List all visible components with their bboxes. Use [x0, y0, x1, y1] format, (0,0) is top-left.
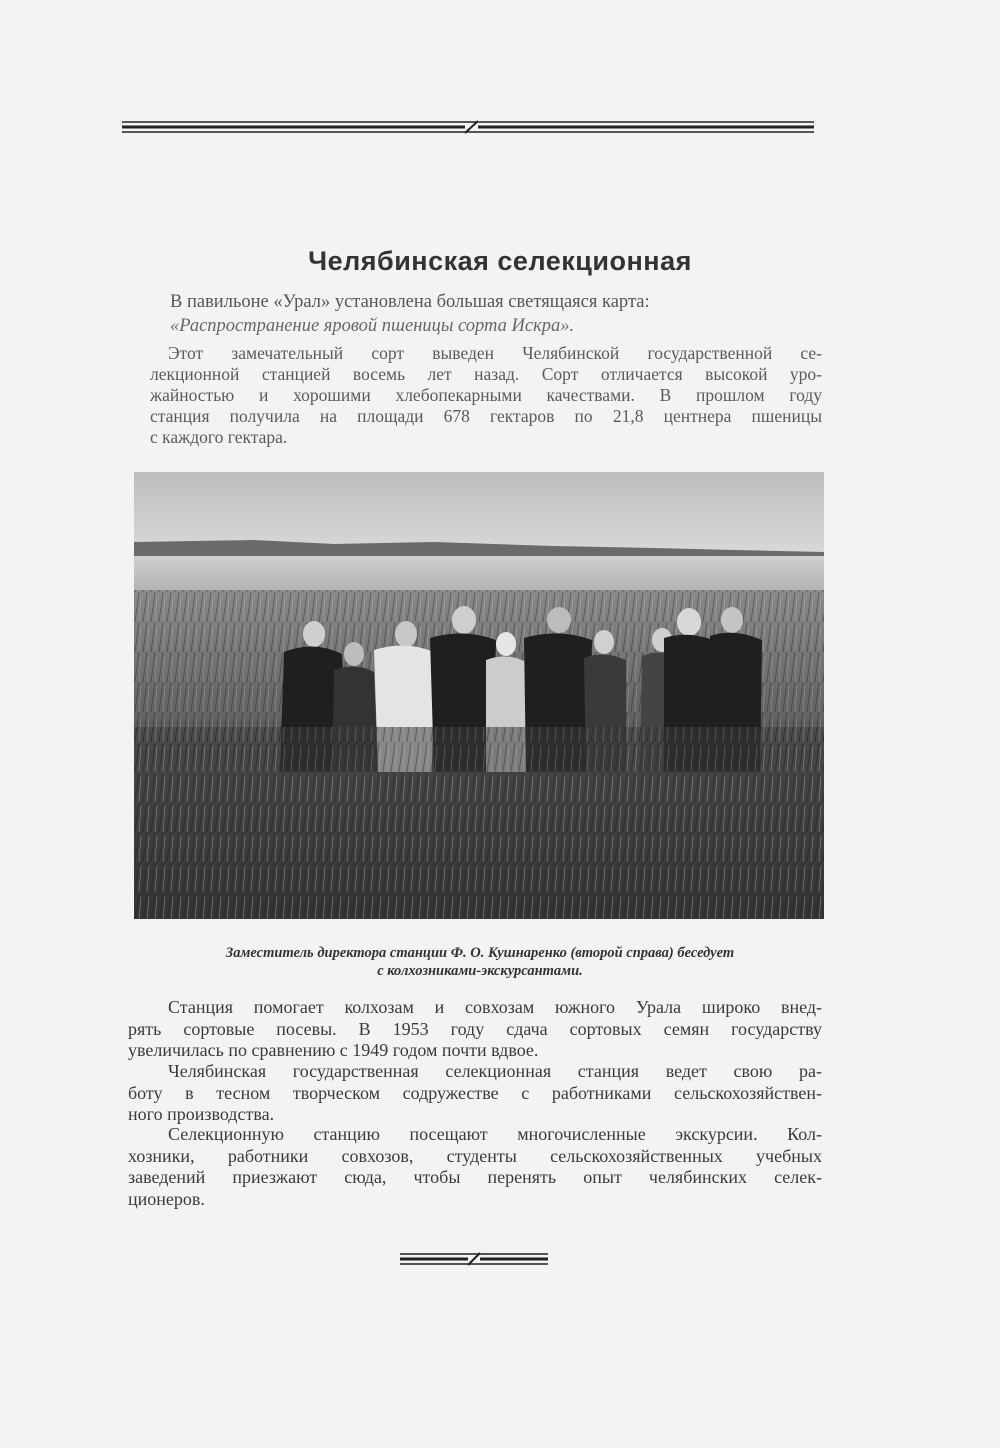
caption-line: Заместитель директора станции Ф. О. Кушнаренко (второй справа) беседует — [225, 945, 735, 961]
bottom-decorative-rule — [398, 1250, 550, 1268]
text-line: рять сортовые посевы. В 1953 году сдача сортовых семян государству — [128, 1018, 822, 1039]
intro-line: В павильоне «Урал» установлена большая светящаяся карта: — [170, 292, 650, 312]
paragraph-cooperation — [128, 1061, 822, 1126]
top-decorative-rule — [120, 118, 816, 136]
text-line: хозники, работники совхозов, студенты сельскохозяйственных учебных — [128, 1145, 822, 1166]
intro-map-title: «Распространение яровой пшеницы сорта Искра». — [170, 316, 575, 336]
text-line: Селекционную станцию посещают многочисленные экскурсии. Кол- — [168, 1124, 822, 1144]
text-line: увеличилась по сравнению с 1949 годом почти вдвое. — [128, 1040, 539, 1060]
text-line: Челябинская государственная селекционная станция ведет свою ра- — [168, 1061, 822, 1081]
text-line: ционеров. — [128, 1188, 205, 1209]
paragraph-variety — [150, 343, 822, 448]
caption-line: с колхозниками-экскурсантами. — [377, 963, 583, 979]
text-line: ного производства. — [128, 1104, 275, 1124]
text-line: лекционной станцией восемь лет назад. Сорт отличается высокой уро- — [150, 364, 822, 384]
text-line: Станция помогает колхозам и совхозам южного Урала широко внед- — [168, 997, 822, 1017]
text-line: боту в тесном творческом содружестве с работниками сельскохозяйствен- — [128, 1082, 822, 1103]
text-line: заведений приезжают сюда, чтобы перенять опыт челябинских селек- — [128, 1167, 822, 1187]
text-line: с каждого гектара. — [150, 427, 288, 447]
field-photo — [134, 472, 824, 919]
paragraph-excursions — [128, 1124, 822, 1210]
photo-caption — [140, 944, 820, 980]
text-line: жайностью и хорошими хлебопекарными качествами. В прошлом году — [150, 385, 822, 405]
text-line: Этот замечательный сорт выведен Челябинской государственной се- — [168, 343, 822, 363]
page-title: Челябинская селекционная — [308, 246, 692, 277]
paragraph-support — [128, 997, 822, 1062]
text-line: станция получила на площади 678 гектаров по 21,8 центнера пшеницы — [150, 406, 822, 426]
